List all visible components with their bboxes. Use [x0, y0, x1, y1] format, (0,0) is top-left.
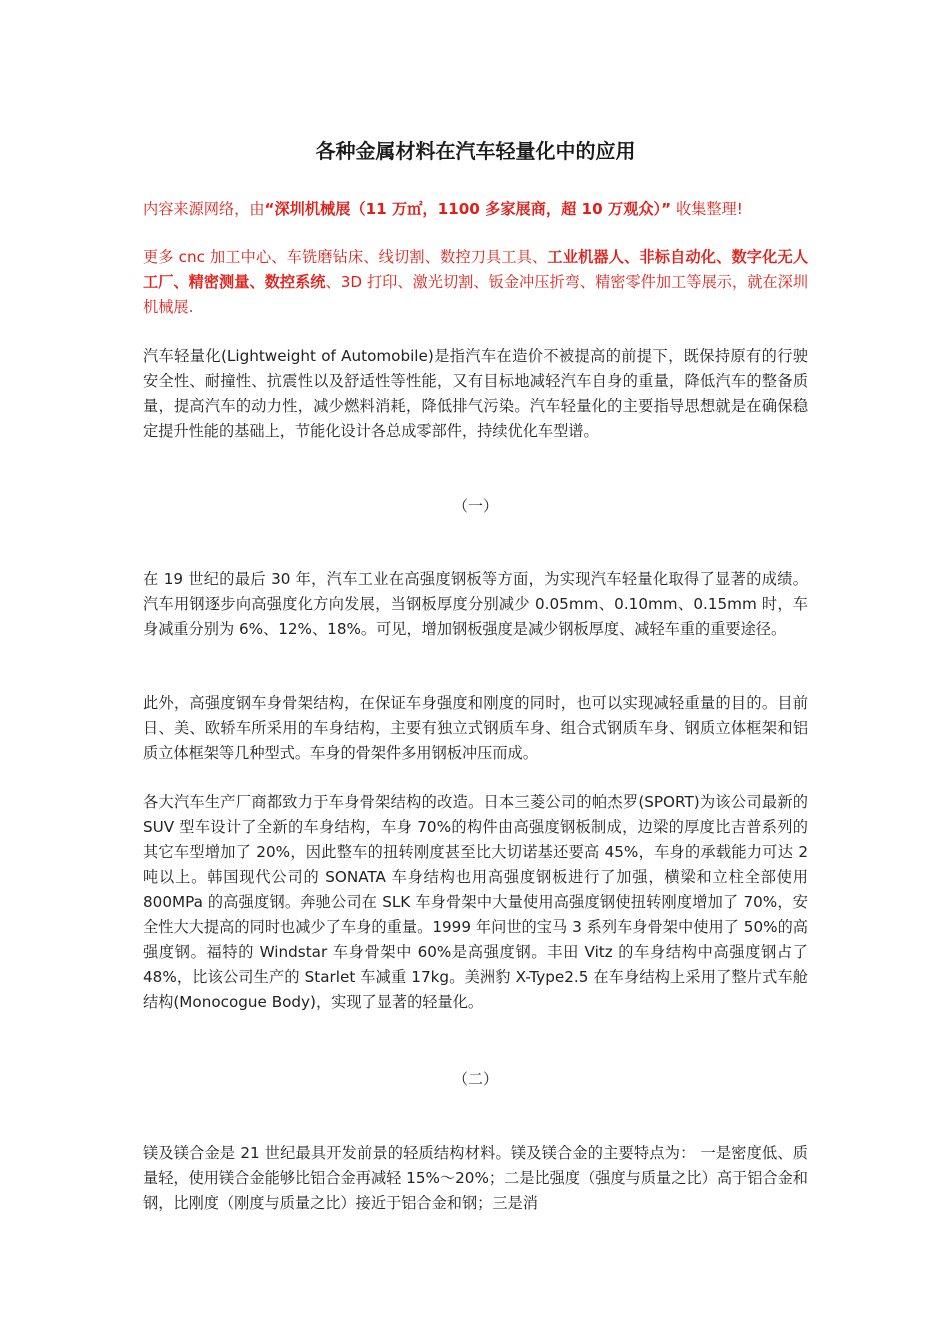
promo-text-2: 、3D 打印、激光切割、钣金冲压折弯、精密零件加工等展示，就在深圳机械展.: [143, 273, 809, 316]
source-suffix: 收集整理!: [671, 200, 743, 218]
promo-text-1: 更多 cnc 加工中心、车铣磨钻床、线切割、数控刀具工具、: [143, 248, 548, 266]
promo-bold: 工业机器人、非标自动化、数字化无人工厂、精密测量、数控系统: [143, 248, 809, 291]
source-prefix: 内容来源网络，由: [143, 200, 265, 218]
intro-paragraph: 汽车轻量化(Lightweight of Automobile)是指汽车在造价不被提高的前提下，既保持原有的行驶安全性、耐撞性、抗震性以及舒适性等性能，又有目标地减轻汽车自身的重量，降低汽车的整备质量，提高汽车的动力性，减少燃料消耗，降低排气污染。汽车轻量化的主要指导思想就是在确保稳定提升性能的基础上，节能化设计各总成零部件，持续优化车型谱。: [143, 347, 808, 440]
source-note: [143, 197, 808, 222]
paragraph-2: 此外，高强度钢车身骨架结构，在保证车身强度和刚度的同时，也可以实现减轻重量的目的。目前日、美、欧轿车所采用的车身结构，主要有独立式钢质车身、组合式钢质车身、钢质立体框架和铝质立体框架等几种型式。车身的骨架件多用钢板冲压而成。: [143, 694, 808, 762]
promo-note: [143, 245, 808, 320]
section-heading-2: （二）: [452, 1070, 498, 1088]
paragraph-3: 各大汽车生产厂商都致力于车身骨架结构的改造。日本三菱公司的帕杰罗(SPORT)为该公司最新的 SUV 型车设计了全新的车身结构，车身 70%的构件由高强度钢板制成，边梁的厚度比吉普系列的其它车型增加了 20%，因此整车的扭转刚度甚至比大切诺基还要高 45%，车身的承载能力可达 2 吨以上。韩国现代公司的 SONATA 车身结构也用高强度钢板进行了加强，横梁和立柱全部使用 800MPa 的高强度钢。奔驰公司在 SLK 车身骨架中大量使用高强度钢使扭转刚度增加了 70%，安全性大大提高的同时也减少了车身的重量。1999 年问世的宝马 3 系列车身骨架中使用了 50%的高强度钢。福特的 Windstar 车身骨架中 60%是高强度钢。丰田 Vitz 的车身结构中高强度钢占了 48%，比该公司生产的 Starlet 车减重 17kg。美洲豹 X-Type2.5 在车身结构上采用了整片式车舱结构(Monocogue Body)，实现了显著的轻量化。: [143, 793, 808, 1011]
section-heading-1: （一）: [452, 497, 498, 515]
document-title: 各种金属材料在汽车轻量化中的应用: [315, 139, 636, 163]
source-highlight: “深圳机械展（11 万㎡，1100 多家展商，超 10 万观众）”: [264, 200, 672, 218]
paragraph-1: 在 19 世纪的最后 30 年，汽车工业在高强度钢板等方面，为实现汽车轻量化取得了显著的成绩。汽车用钢逐步向高强度化方向发展，当钢板厚度分别减少 0.05mm、0.10mm、0.15mm 时，车身减重分别为 6%、12%、18%。可见，增加钢板强度是减少钢板厚度、减轻车重的重要途径。: [143, 570, 808, 638]
paragraph-4: 镁及镁合金是 21 世纪最具开发前景的轻质结构材料。镁及镁合金的主要特点为： 一是密度低、质量轻，使用镁合金能够比铝合金再减轻 15%～20%；二是比强度（强度与质量之比）高于铝合金和钢，比刚度（刚度与质量之比）接近于铝合金和钢；三是消: [143, 1144, 808, 1212]
